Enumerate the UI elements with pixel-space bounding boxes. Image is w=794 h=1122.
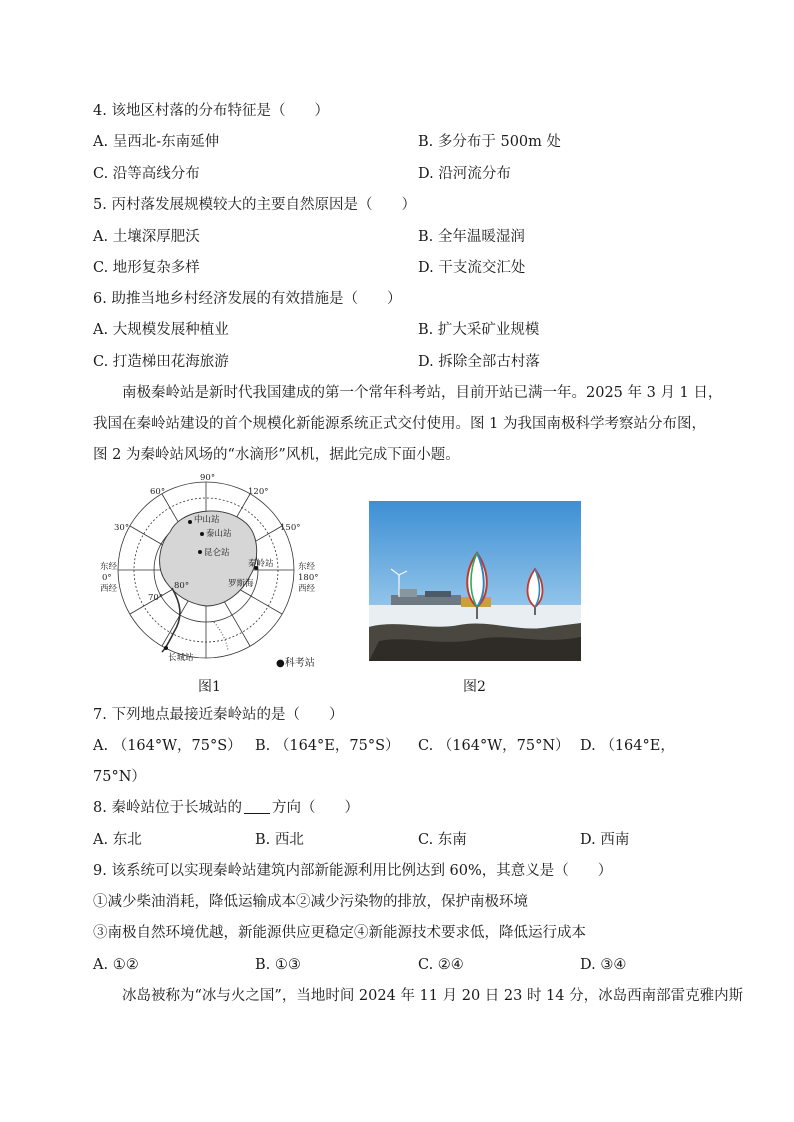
q8-option-c[interactable]: C. 东南 <box>418 832 467 848</box>
lat-label-80: 80° <box>174 581 190 591</box>
q8-stem <box>93 798 359 818</box>
q9-statements-1: ①减少柴油消耗，降低运输成本②减少污染物的排放，保护南极环境 <box>93 894 528 910</box>
q4-option-b[interactable]: B. 多分布于 500m 处 <box>418 134 562 150</box>
lon-label-150: 150° <box>280 523 301 533</box>
q7-option-d[interactable]: D. （164°E， <box>580 738 675 754</box>
figure2-photo <box>369 501 581 661</box>
ross-sea-label: 罗斯海 <box>228 579 254 589</box>
map-legend: ●科考站 <box>276 658 315 669</box>
q6-option-a[interactable]: A. 大规模发展种植业 <box>93 322 229 338</box>
q5-option-c[interactable]: C. 地形复杂多样 <box>93 260 200 276</box>
q7-option-b[interactable]: B. （164°E，75°S） <box>255 738 400 754</box>
q9-option-c[interactable]: C. ②④ <box>418 957 464 973</box>
q4-option-a[interactable]: A. 呈西北-东南延伸 <box>93 134 220 150</box>
q5-stem: 5. 丙村落发展规模较大的主要自然原因是（ ） <box>93 197 416 213</box>
q6-option-d[interactable]: D. 拆除全部古村落 <box>418 354 540 370</box>
figure1-caption: 图1 <box>198 679 221 695</box>
figure1-antarctica-map <box>100 472 340 672</box>
q4-option-c[interactable]: C. 沿等高线分布 <box>93 166 200 182</box>
lon-label-60: 60° <box>150 487 166 497</box>
station-kunlun: 昆仑站 <box>204 548 230 558</box>
q5-option-a[interactable]: A. 土壤深厚肥沃 <box>93 229 200 245</box>
q9-stem: 9. 该系统可以实现秦岭站建筑内部新能源利用比例达到 60%，其意义是（ ） <box>93 863 613 879</box>
q9-option-a[interactable]: A. ①② <box>93 957 139 973</box>
figure2-caption: 图2 <box>463 679 486 695</box>
q8-stem-pre: 8. 秦岭站位于长城站的 <box>93 800 242 816</box>
q8-answer-blank <box>244 799 270 814</box>
q7-stem: 7. 下列地点最接近秦岭站的是（ ） <box>93 707 344 723</box>
passage-line-2: 我国在秦岭站建设的首个规模化新能源系统正式交付使用。图 1 为我国南极科学考察站分布图， <box>93 416 706 432</box>
drake-passage-band <box>214 622 228 650</box>
q9-option-d[interactable]: D. ③④ <box>580 957 627 973</box>
lon-label-180: 180° <box>298 573 319 583</box>
q6-option-b[interactable]: B. 扩大采矿业规模 <box>418 322 540 338</box>
lon-label-east-right: 东经 <box>298 562 316 572</box>
lon-label-90: 90° <box>200 473 216 483</box>
lon-label-east-left: 东经 <box>100 562 118 572</box>
passage2-line-1: 冰岛被称为“冰与火之国”，当地时间 2024 年 11 月 20 日 23 时 14 分，冰岛西南部雷克雅内斯 <box>122 988 744 1004</box>
q6-option-c[interactable]: C. 打造梯田花海旅游 <box>93 354 229 370</box>
q9-statements-2: ③南极自然环境优越，新能源供应更稳定④新能源技术要求低，降低运行成本 <box>93 925 586 941</box>
q5-option-d[interactable]: D. 干支流交汇处 <box>418 260 526 276</box>
station-changcheng: 长城站 <box>168 653 194 663</box>
q7-option-c[interactable]: C. （164°W，75°N） <box>418 738 570 754</box>
q6-stem: 6. 助推当地乡村经济发展的有效措施是（ ） <box>93 291 402 307</box>
lon-label-120: 120° <box>248 487 269 497</box>
lon-label-0: 0° <box>102 573 112 583</box>
q9-option-b[interactable]: B. ①③ <box>255 957 301 973</box>
lat-label-70: 70° <box>148 593 164 603</box>
q7-option-d-cont: 75°N） <box>93 769 146 785</box>
lon-label-west-left: 西经 <box>100 584 118 594</box>
station-zhongshan: 中山站 <box>194 515 220 525</box>
q5-option-b[interactable]: B. 全年温暖湿润 <box>418 229 525 245</box>
station-taishan: 泰山站 <box>206 529 232 539</box>
lon-label-west-right: 西经 <box>298 584 316 594</box>
passage-line-1: 南极秦岭站是新时代我国建成的第一个常年科考站，目前开站已满一年。2025 年 3 月 1 日， <box>122 385 723 401</box>
q8-option-a[interactable]: A. 东北 <box>93 832 142 848</box>
q7-option-a[interactable]: A. （164°W，75°S） <box>93 738 242 754</box>
q8-option-b[interactable]: B. 西北 <box>255 832 304 848</box>
q8-stem-post: 方向（ ） <box>271 800 359 816</box>
lon-label-30: 30° <box>114 523 130 533</box>
q4-stem: 4. 该地区村落的分布特征是（ ） <box>93 103 329 119</box>
q4-option-d[interactable]: D. 沿河流分布 <box>418 166 511 182</box>
station-qinling: 秦岭站 <box>248 559 274 569</box>
q8-option-d[interactable]: D. 西南 <box>580 832 630 848</box>
passage-line-3: 图 2 为秦岭站风场的“水滴形”风机，据此完成下面小题。 <box>93 447 460 463</box>
